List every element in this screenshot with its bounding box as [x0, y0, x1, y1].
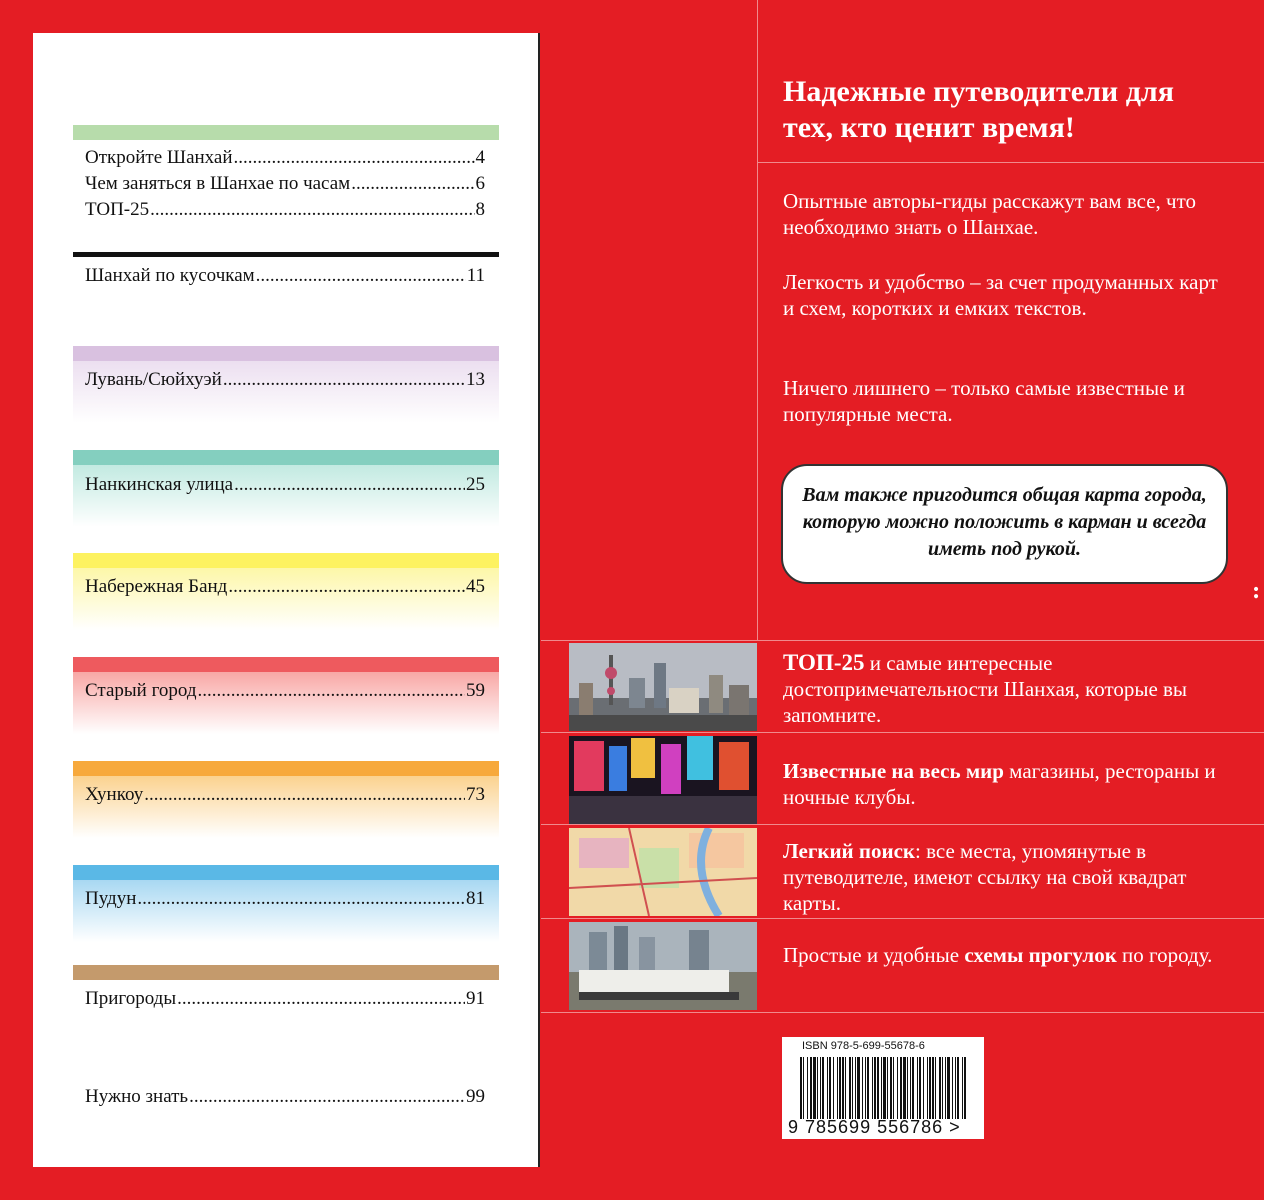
barcode-bar [829, 1057, 831, 1119]
toc-item[interactable]: Пригороды ..... 91 [73, 986, 499, 1012]
barcode-bar [917, 1057, 918, 1119]
paragraph: Опытные авторы-гиды расскажут вам все, что необходимо знать о Шанхае. [783, 189, 1196, 239]
toc-item[interactable]: Чем заняться в Шанхае по часам ..... 6 [73, 171, 499, 197]
barcode-bar [945, 1057, 946, 1119]
barcode [782, 1037, 984, 1139]
barcode-bar [810, 1057, 812, 1119]
barcode-bar [803, 1057, 804, 1119]
barcode-bar [852, 1057, 853, 1119]
barcode-bar [952, 1057, 953, 1119]
divider [541, 824, 1264, 825]
barcode-bar [935, 1057, 936, 1119]
barcode-bar [955, 1057, 956, 1119]
teal-color-band [73, 450, 499, 465]
paragraph: Легкость и удобство – за счет продуманных карт и схем, коротких и емких текстов. [783, 270, 1218, 320]
barcode-bar [800, 1057, 802, 1119]
toc-section-hongkou [73, 761, 499, 808]
toc-section-intro [73, 125, 499, 223]
barcode-bar [807, 1057, 808, 1119]
barcode-bar [947, 1057, 950, 1119]
green-color-band [73, 125, 499, 140]
toc-item[interactable]: Шанхай по кусочкам ..... 11 [73, 263, 499, 289]
barcode-bar [890, 1057, 892, 1119]
divider [757, 162, 1264, 163]
barcode-bar [903, 1057, 906, 1119]
toc-section-pudong [73, 865, 499, 912]
map-photo [569, 828, 757, 916]
red-color-band [73, 657, 499, 672]
barcode-bar [964, 1057, 966, 1119]
boat-photo [569, 922, 757, 1010]
toc-item[interactable]: Нужно знать ..... 99 [73, 1084, 499, 1110]
feature-top25: ТОП-25 и самые интересные достопримечательности Шанхая, которые вы запомните. [783, 650, 1188, 727]
edge-mark: : [1252, 578, 1261, 604]
barcode-bar [910, 1057, 911, 1119]
toc-item[interactable]: Набережная Банд ..... 45 [73, 574, 499, 600]
feature-shopping: Известные на весь мир магазины, рестораны и ночные клубы. [783, 759, 1216, 809]
blue-color-band [73, 865, 499, 880]
callout-text: Вам также пригодится общая карта города, которую можно положить в карман и всегда иметь под рукой. [802, 484, 1207, 560]
barcode-bar [900, 1057, 902, 1119]
brown-color-band [73, 965, 499, 980]
barcode-bar [874, 1057, 876, 1119]
barcode-bar [827, 1057, 828, 1119]
barcode-bar [822, 1057, 824, 1119]
toc-item[interactable]: Хункоу ..... 73 [73, 782, 499, 808]
divider [541, 640, 1264, 641]
barcode-bars [800, 1057, 968, 1119]
barcode-bar [839, 1057, 841, 1119]
map-callout [781, 464, 1228, 584]
barcode-bar [857, 1057, 860, 1119]
isbn-label: ISBN 978-5-699-55678-6 [802, 1040, 925, 1052]
barcode-bar [942, 1057, 943, 1119]
barcode-bar [865, 1057, 866, 1119]
barcode-bar [813, 1057, 816, 1119]
barcode-digits: 9 785699 556786 > [788, 1117, 961, 1137]
barcode-bar [849, 1057, 851, 1119]
barcode-bar [887, 1057, 888, 1119]
barcode-bar [932, 1057, 934, 1119]
barcode-bar [907, 1057, 908, 1119]
toc-item[interactable]: Старый город ..... 59 [73, 678, 499, 704]
toc-section-suburbs [73, 965, 499, 1012]
barcode-bar [923, 1057, 924, 1119]
toc-section-luwan [73, 346, 499, 393]
barcode-bar [893, 1057, 894, 1119]
barcode-bar [872, 1057, 873, 1119]
paragraph: Ничего лишнего – только самые известные и популярные места. [783, 376, 1185, 426]
barcode-bar [939, 1057, 941, 1119]
yellow-color-band [73, 553, 499, 568]
barcode-bar [837, 1057, 838, 1119]
barcode-bar [867, 1057, 869, 1119]
divider [541, 918, 1264, 919]
skyline-photo [569, 643, 757, 731]
barcode-bar [919, 1057, 921, 1119]
divider [541, 732, 1264, 733]
barcode-bar [862, 1057, 863, 1119]
feature-walks: Простые и удобные схемы прогулок по городу. [783, 943, 1213, 967]
barcode-bar [842, 1057, 844, 1119]
barcode-bar [877, 1057, 879, 1119]
purple-color-band [73, 346, 499, 361]
vertical-divider [757, 0, 758, 640]
headline: Надежные путеводители для тех, кто ценит время! [783, 75, 1174, 144]
barcode-bar [962, 1057, 963, 1119]
orange-color-band [73, 761, 499, 776]
divider [541, 1012, 1264, 1013]
barcode-bar [833, 1057, 834, 1119]
toc-item[interactable]: Лувань/Сюйхуэй ..... 13 [73, 367, 499, 393]
toc-item[interactable]: ТОП-25 ..... 8 [73, 197, 499, 223]
barcode-bar [927, 1057, 928, 1119]
barcode-bar [883, 1057, 886, 1119]
barcode-bar [820, 1057, 821, 1119]
toc-item[interactable]: Нанкинская улица ..... 25 [73, 472, 499, 498]
toc-section-bund [73, 553, 499, 600]
toc-section-old-town [73, 657, 499, 704]
toc-item[interactable]: Пудун ..... 81 [73, 886, 499, 912]
toc-section-nanjing [73, 450, 499, 498]
toc-item[interactable]: Откройте Шанхай ..... 4 [73, 145, 499, 171]
barcode-bar [817, 1057, 818, 1119]
barcode-bar [855, 1057, 856, 1119]
barcode-bar [845, 1057, 846, 1119]
barcode-bar [897, 1057, 898, 1119]
feature-search: Легкий поиск: все места, упомянутые в путеводителе, имеют ссылку на свой квадрат карты. [783, 839, 1187, 915]
barcode-bar [881, 1057, 882, 1119]
barcode-bar [929, 1057, 931, 1119]
barcode-bar [957, 1057, 959, 1119]
toc-section-need-to-know [73, 1084, 499, 1110]
barcode-bar [912, 1057, 914, 1119]
table-of-contents-panel [33, 33, 540, 1167]
toc-section-pieces [73, 252, 499, 289]
night-street-photo [569, 736, 757, 824]
